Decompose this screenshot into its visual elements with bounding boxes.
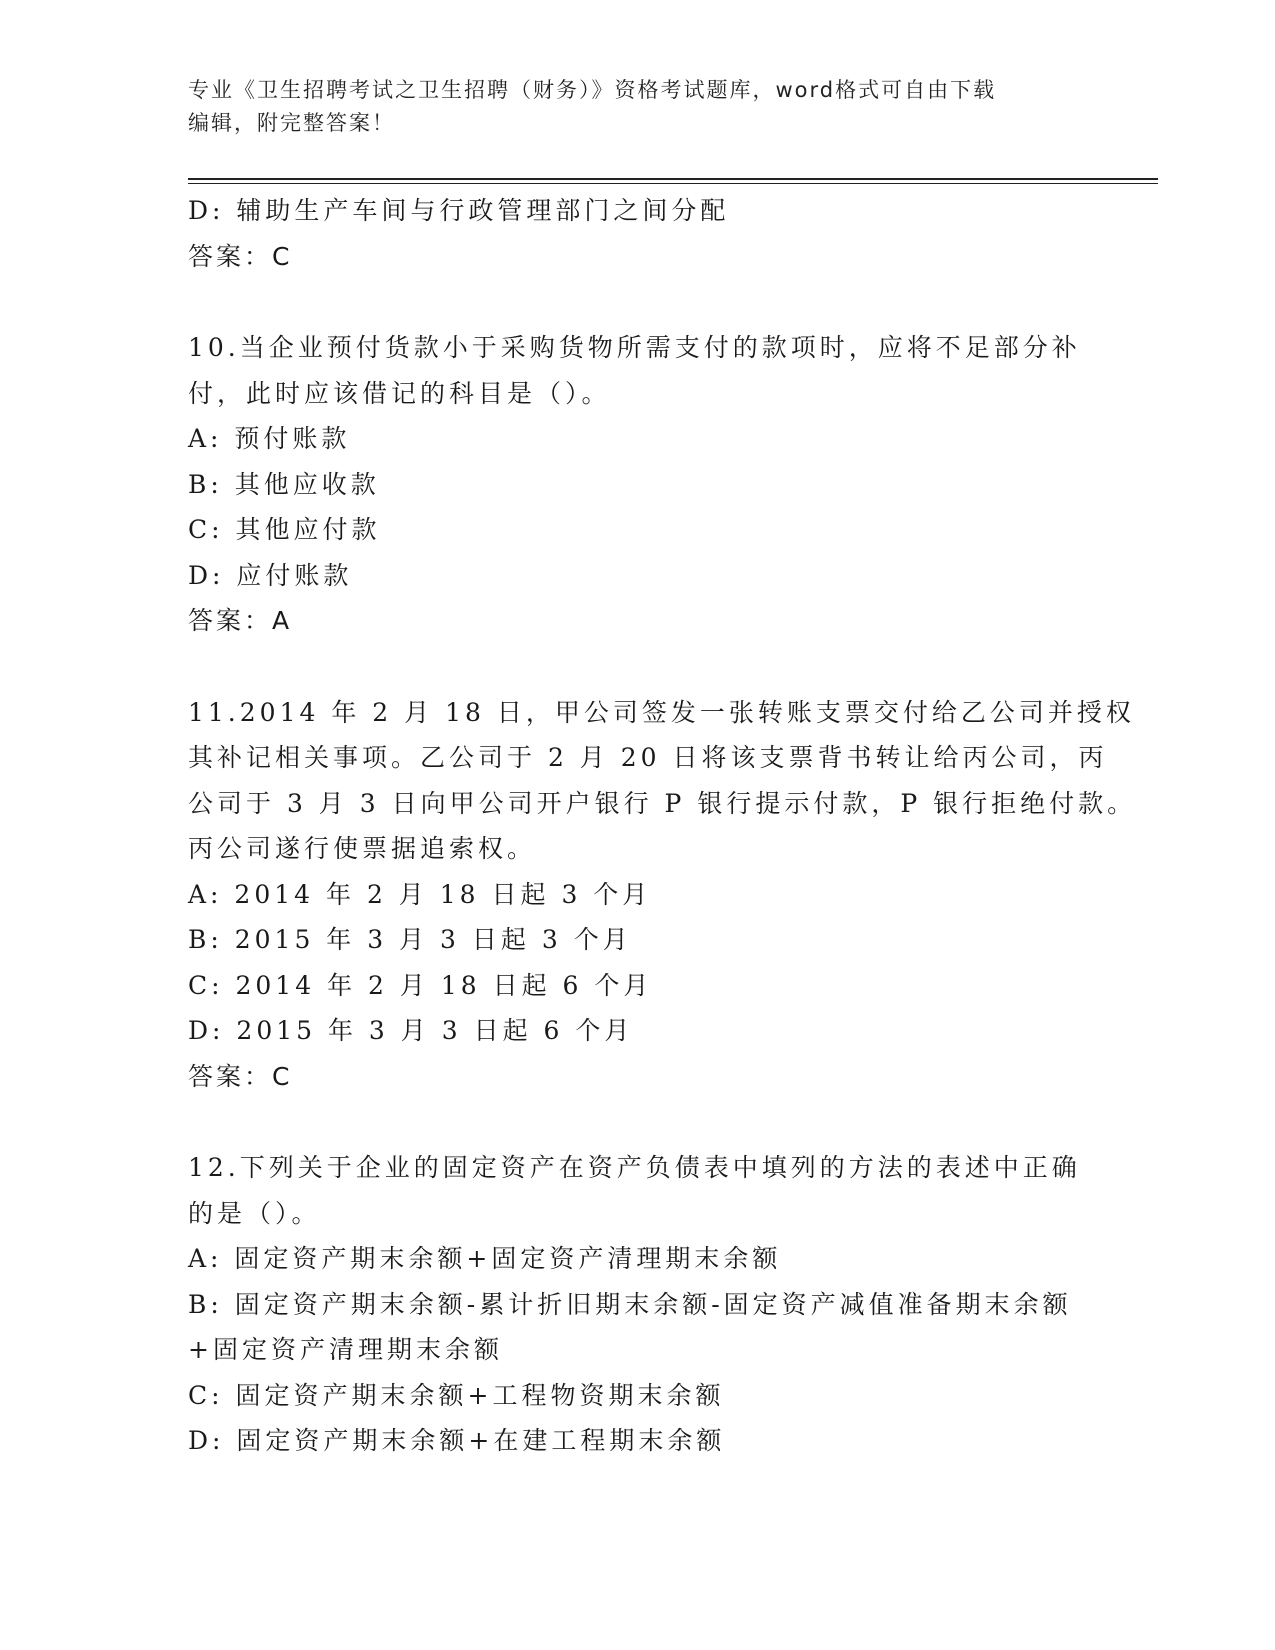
question-12-option-d: D: 固定资产期末余额+在建工程期末余额 (188, 1426, 726, 1455)
question-12 (188, 1145, 1088, 1464)
spacer (188, 279, 1088, 325)
question-10-option-d: D: 应付账款 (188, 560, 353, 590)
page-header (188, 74, 1088, 140)
question-11-line-1: 11.2014 年 2 月 18 日，甲公司签发一张转账支票交付给乙公司并授权 (188, 697, 1135, 727)
header-rule-thin (188, 183, 1158, 184)
question-12-line-2: 的是（）。 (188, 1198, 321, 1228)
question-10-line-2: 付，此时应该借记的科目是（）。 (188, 378, 611, 408)
question-11-option-a: A: 2014 年 2 月 18 日起 3 个月 (188, 879, 652, 909)
question-10-answer: 答案：A (188, 606, 293, 635)
question-12-option-b-line-1: B: 固定资产期末余额-累计折旧期末余额-固定资产减值准备期末余额 (188, 1289, 1072, 1319)
question-10-line-1: 10.当企业预付货款小于采购货物所需支付的款项时，应将不足部分补 (188, 333, 1081, 362)
header-line-2: 编辑，附完整答案！ (188, 111, 395, 135)
question-12-line-1: 12.下列关于企业的固定资产在资产负债表中填列的方法的表述中正确 (188, 1153, 1081, 1182)
question-11 (188, 690, 1137, 1100)
header-rule-thick (188, 178, 1158, 180)
question-10-option-a: A: 预付账款 (188, 424, 351, 453)
header-line-1: 专业《卫生招聘考试之卫生招聘（财务）》资格考试题库，word格式可自由下载 (188, 78, 997, 102)
question-10 (188, 325, 1088, 644)
document-body (188, 188, 1137, 1464)
question-12-option-c: C: 固定资产期末余额+工程物资期末余额 (188, 1380, 725, 1410)
question-11-answer: 答案：C (188, 1061, 293, 1091)
question-12-option-b-line-2: +固定资产清理期末余额 (188, 1335, 503, 1364)
question-11-option-c: C: 2014 年 2 月 18 日起 6 个月 (188, 970, 653, 1000)
question-11-option-d: D: 2015 年 3 月 3 日起 6 个月 (188, 1016, 634, 1045)
prev-answer: 答案：C (188, 241, 293, 271)
spacer (188, 644, 1088, 690)
prev-option-d: D: 辅助生产车间与行政管理部门之间分配 (188, 196, 730, 225)
question-11-line-2: 其补记相关事项。乙公司于 2 月 20 日将该支票背书转让给丙公司，丙 (188, 743, 1108, 772)
spacer (188, 1099, 1088, 1145)
question-12-option-a: A: 固定资产期末余额+固定资产清理期末余额 (188, 1244, 782, 1273)
question-11-line-3: 公司于 3 月 3 日向甲公司开户银行 P 银行提示付款，P 银行拒绝付款。 (188, 788, 1137, 818)
question-10-option-c: C: 其他应付款 (188, 515, 381, 544)
question-10-option-b: B: 其他应收款 (188, 469, 380, 499)
question-11-option-b: B: 2015 年 3 月 3 日起 3 个月 (188, 925, 632, 954)
question-11-line-4: 丙公司遂行使票据追索权。 (188, 834, 537, 863)
